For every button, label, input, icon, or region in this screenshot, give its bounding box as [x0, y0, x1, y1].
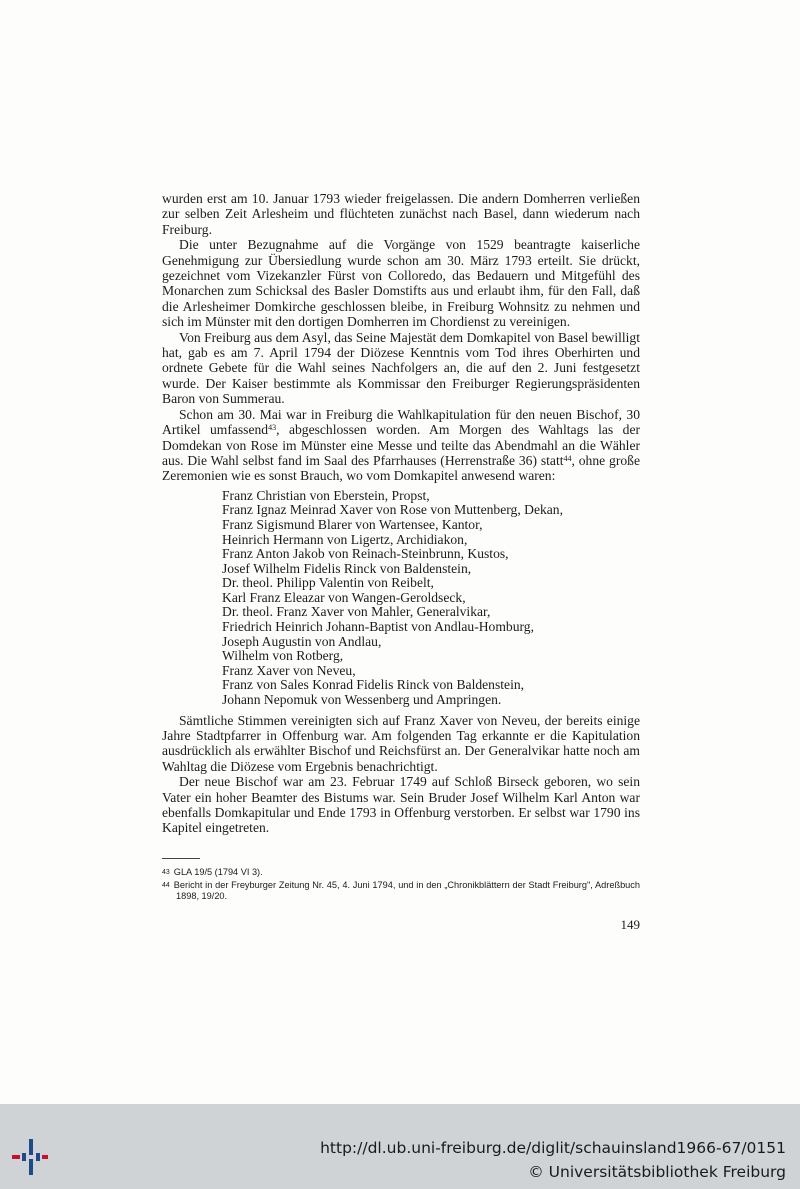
list-item: Josef Wilhelm Fidelis Rinck von Baldenstein,: [222, 560, 472, 576]
paragraph-2: Die unter Bezugnahme auf die Vorgänge von 1529 beantragte kaiserliche Genehmigung zur Übersiedlung wurde schon am 30. März 1793 erteilt. Sie drückt, gezeichnet vom Vizekanzler Fürst von Colloredo, das Bedauern und Mitgefühl des Monarchen zum Schicksal des Basler Domstifts aus und erlaubt ihm, für den Fall, daß die Arlesheimer Domkirche geschlossen bleibe, in Freiburg Wohnsitz zu nehmen und sich im Münster mit den dortigen Domherren im Chordienst zu vereinigen.: [162, 237, 640, 330]
footnote-divider: [162, 858, 200, 859]
footnote-44: [162, 880, 640, 902]
paragraph-1: wurden erst am 10. Januar 1793 wieder freigelassen. Die andern Domherren verließen zur selben Zeit Arlesheim und flüchteten zunächst nach Basel, dann wiederum nach Freiburg.: [162, 191, 640, 237]
footnote-text: Bericht in der Freyburger Zeitung Nr. 45, 4. Juni 1794, und in den „Chronikblättern der Stadt Freiburg", Adreßbuch 1898, 19/20.: [173, 880, 640, 901]
list-item: Franz Christian von Eberstein, Propst,: [222, 487, 430, 503]
page-number: 149: [620, 917, 640, 932]
paragraph-4: [162, 407, 640, 484]
electors-list: [222, 489, 640, 708]
ub-freiburg-logo-icon[interactable]: [8, 1135, 52, 1179]
list-item: Dr. theol. Franz Xaver von Mahler, Generalvikar,: [222, 604, 491, 620]
list-item: Franz Ignaz Meinrad Xaver von Rose von Muttenberg, Dekan,: [222, 502, 564, 518]
footnote-ref-43[interactable]: 43: [268, 423, 277, 433]
main-text: [162, 191, 640, 836]
list-item: Franz Xaver von Neveu,: [222, 662, 356, 678]
list-item: Franz von Sales Konrad Fidelis Rinck von Baldenstein,: [222, 677, 525, 693]
list-item: Franz Sigismund Blarer von Wartensee, Kantor,: [222, 516, 483, 532]
footnote-number: 43: [162, 869, 170, 876]
list-item: Heinrich Hermann von Ligertz, Archidiakon,: [222, 531, 468, 547]
paragraph-4-part-2: , abgeschlossen worden. Am Morgen des Wahltags las der Domdekan von Rose im Münster eine Messe und teilte das Abendmahl an die Wähler aus. Die Wahl selbst fand im Saal des Pfarrhauses (Herrenstraße 36) statt: [162, 422, 640, 468]
paragraph-4-part-1: Schon am 30. Mai war in Freiburg die Wahlkapitulation für den neuen Bischof, 30 Artikel umfassend: [162, 406, 640, 438]
permalink-url[interactable]: http://dl.ub.uni-freiburg.de/diglit/schauinsland1966-67/0151: [320, 1139, 786, 1157]
copyright-notice: © Universitätsbibliothek Freiburg: [528, 1163, 786, 1181]
paragraph-4-part-3: , ohne große Zeremonien wie es sonst Brauch, wo vom Domkapitel anwesend waren:: [162, 452, 640, 484]
list-item: Dr. theol. Philipp Valentin von Reibelt,: [222, 575, 434, 591]
footnote-text: GLA 19/5 (1794 VI 3).: [173, 867, 263, 877]
list-item: Wilhelm von Rotberg,: [222, 648, 344, 664]
footnotes: [162, 867, 640, 904]
list-item: Johann Nepomuk von Wessenberg und Ampringen.: [222, 692, 502, 708]
list-item: Joseph Augustin von Andlau,: [222, 633, 382, 649]
list-item: Friedrich Heinrich Johann-Baptist von Andlau-Homburg,: [222, 619, 534, 635]
list-item: Franz Anton Jakob von Reinach-Steinbrunn, Kustos,: [222, 546, 509, 562]
paragraph-5: Sämtliche Stimmen vereinigten sich auf Franz Xaver von Neveu, der bereits einige Jahre Stadtpfarrer in Offenburg war. Am folgenden Tag erkannte er die Kapitulation ausdrücklich als erwählter Bischof und Reichsfürst an. Der Generalvikar hatte noch am Wahltag die Diözese vom Ergebnis benachrichtigt.: [162, 712, 640, 774]
footnote-ref-44[interactable]: 44: [563, 453, 572, 463]
paragraph-6: Der neue Bischof war am 23. Februar 1749 auf Schloß Birseck geboren, wo sein Vater ein hoher Beamter des Bistums war. Sein Bruder Josef Wilhelm Karl Anton war ebenfalls Domkapitular und Ende 1793 in Offenburg verstorben. Er selbst war 1790 ins Kapitel eingetreten.: [162, 774, 640, 836]
footnote-number: 44: [162, 882, 170, 889]
paragraph-3: Von Freiburg aus dem Asyl, das Seine Majestät dem Domkapitel von Basel bewilligt hat, gab es am 7. April 1794 der Diözese Kenntnis vom Tod ihres Oberhirten und ordnete Gebete für die Wahl seines Nachfolgers an, die auf den 2. Juni festgesetzt wurde. Der Kaiser bestimmte als Kommissar den Freiburger Regierungspräsidenten Baron von Summerau.: [162, 329, 640, 407]
footnote-43: [162, 867, 640, 878]
list-item: Karl Franz Eleazar von Wangen-Geroldseck,: [222, 589, 466, 605]
